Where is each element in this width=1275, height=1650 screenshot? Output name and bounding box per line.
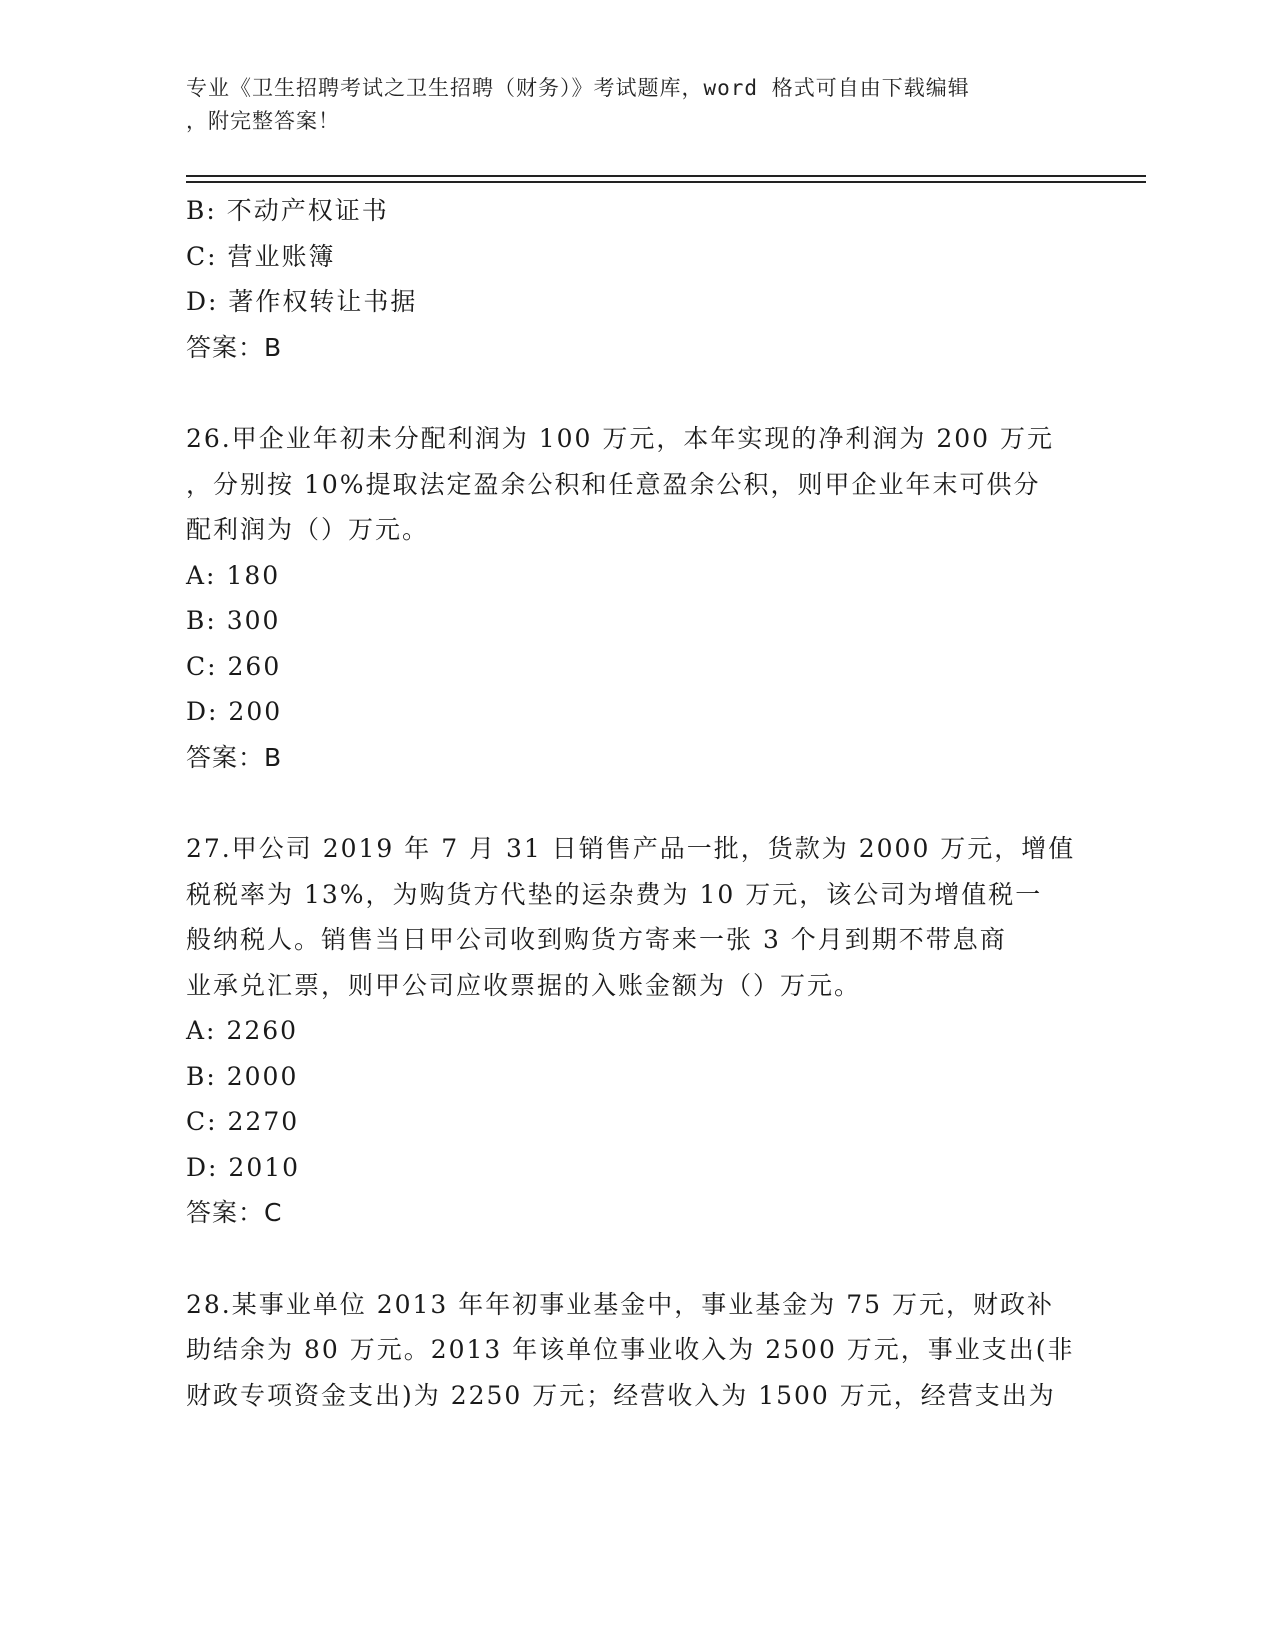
- option-label: C:: [186, 241, 218, 271]
- option-b: [186, 1054, 1086, 1100]
- option-label: C:: [186, 1107, 218, 1136]
- option-label: B:: [186, 606, 217, 635]
- option-text: 180: [226, 560, 281, 590]
- option-label: A:: [186, 560, 217, 590]
- question-28: [186, 1282, 1086, 1419]
- option-text: 260: [227, 651, 282, 681]
- answer-line: 答案：B: [186, 742, 283, 772]
- stem-line: 税税率为 13%，为购货方代垫的运杂费为 10 万元，该公司为增值税一: [186, 879, 1043, 909]
- question-26: [186, 416, 1086, 780]
- question-27: [186, 826, 1086, 1236]
- option-text: 营业账簿: [227, 241, 336, 271]
- stem-line: 般纳税人。销售当日甲公司收到购货方寄来一张 3 个月到期不带息商: [186, 925, 1007, 954]
- option-label: D:: [186, 697, 219, 726]
- answer-line: 答案：C: [186, 1198, 283, 1227]
- header-line-1: 专业《卫生招聘考试之卫生招聘（财务）》考试题库，word 格式可自由下载编辑: [186, 76, 970, 100]
- header-line-2: ，附完整答案！: [186, 109, 340, 133]
- stem-line: 26.甲企业年初未分配利润为 100 万元，本年实现的净利润为 200 万元: [186, 424, 1054, 453]
- option-a: [186, 1008, 1086, 1054]
- option-label: B:: [186, 1061, 217, 1091]
- option-c: [186, 644, 1086, 690]
- option-text: 2010: [228, 1152, 301, 1182]
- option-text: 2000: [226, 1061, 299, 1091]
- option-d: [186, 1145, 1086, 1191]
- option-label: D:: [186, 1152, 219, 1182]
- question-content: [186, 188, 1086, 1418]
- question-stem: [186, 826, 1086, 1008]
- option-text: 不动产权证书: [226, 196, 389, 225]
- stem-line: 业承兑汇票，则甲公司应收票据的入账金额为（）万元。: [186, 970, 862, 1000]
- header-divider-thin: [186, 181, 1146, 183]
- stem-line: 助结余为 80 万元。2013 年该单位事业收入为 2500 万元，事业支出(非: [186, 1335, 1075, 1364]
- stem-line: ，分别按 10%提取法定盈余公积和任意盈余公积，则甲企业年末可供分: [186, 469, 1041, 499]
- question-25-tail: [186, 188, 1086, 370]
- option-b: [186, 188, 1086, 234]
- option-label: C:: [186, 651, 218, 681]
- stem-line: 配利润为（）万元。: [186, 515, 430, 544]
- option-text: 2260: [226, 1016, 299, 1045]
- question-stem: [186, 1282, 1086, 1419]
- option-label: B:: [186, 196, 217, 225]
- option-text: 200: [228, 697, 283, 726]
- option-c: [186, 234, 1086, 280]
- option-d: [186, 279, 1086, 325]
- option-c: [186, 1099, 1086, 1145]
- answer-line: 答案：B: [186, 332, 283, 362]
- header-divider-thick: [186, 175, 1146, 177]
- option-b: [186, 598, 1086, 644]
- option-label: A:: [186, 1016, 217, 1045]
- page-header: [186, 72, 1066, 138]
- option-text: 2270: [227, 1107, 300, 1136]
- question-stem: [186, 416, 1086, 553]
- stem-line: 财政专项资金支出)为 2250 万元；经营收入为 1500 万元，经营支出为: [186, 1380, 1056, 1410]
- stem-line: 28.某事业单位 2013 年年初事业基金中，事业基金为 75 万元，财政补: [186, 1289, 1054, 1319]
- option-d: [186, 689, 1086, 735]
- option-a: [186, 553, 1086, 599]
- option-label: D:: [186, 287, 219, 316]
- option-text: 著作权转让书据: [228, 287, 418, 316]
- stem-line: 27.甲公司 2019 年 7 月 31 日销售产品一批，货款为 2000 万元，增值: [186, 834, 1076, 863]
- option-text: 300: [226, 606, 281, 635]
